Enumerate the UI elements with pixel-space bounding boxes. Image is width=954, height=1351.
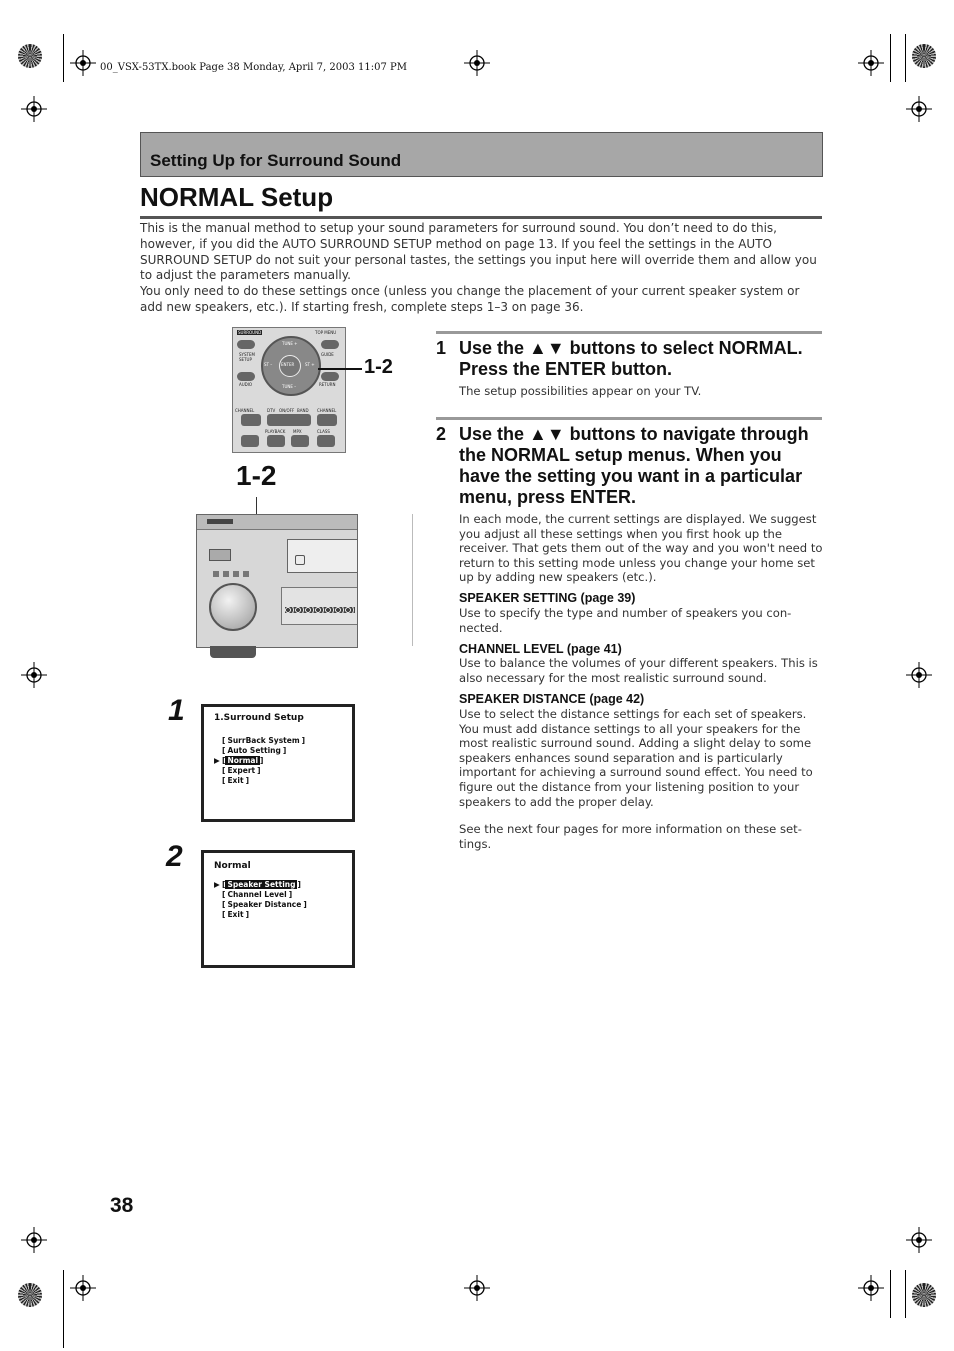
receiver-button-row <box>213 571 253 577</box>
crosshair-mark-icon <box>906 96 932 122</box>
remote-label: MPX <box>293 429 302 434</box>
speaker-setting-body: Use to specify the type and number of speakers you con-nected. <box>459 606 792 635</box>
crosshair-mark-icon <box>70 50 96 76</box>
crosshair-mark-icon <box>21 662 47 688</box>
menu-item: [ Channel Level ] <box>222 890 293 899</box>
callout-line <box>318 368 362 370</box>
intro-paragraph: This is the manual method to setup your sound parameters for surround sound. You don’t need to do this, however, if you did the AUTO SURROUND SETUP method on page 13. If you feel the settings in the AUTO SURROUND SETUP do not suit your personal tastes, the settings you input here will override them and allow you to adjust the parameters manually. <box>140 221 817 283</box>
screen-title: Normal <box>214 861 251 871</box>
crosshair-mark-icon <box>464 1275 490 1301</box>
page-number: 38 <box>110 1194 134 1217</box>
remote-oval-button <box>321 372 339 381</box>
crosshair-mark-icon <box>906 662 932 688</box>
remote-label: SYSTEM SETUP <box>239 352 255 362</box>
crop-line <box>63 34 64 82</box>
step-heading-text: Use the ▲▼ buttons to navigate through the NORMAL setup menus. When you have the setting you want in a particular menu, press ENTER. <box>459 424 809 507</box>
control-panel <box>281 587 358 625</box>
receiver-logo <box>207 519 233 524</box>
channel-level-heading: CHANNEL LEVEL (page 41) <box>459 642 622 656</box>
remote-oval-button <box>237 372 255 381</box>
intro-text <box>140 221 824 316</box>
step-divider <box>436 331 822 334</box>
remote-label: ON/OFF <box>279 408 295 413</box>
menu-item-label: Auto Setting <box>227 746 281 755</box>
remote-oval-button <box>237 340 255 349</box>
crosshair-mark-icon <box>906 1227 932 1253</box>
receiver-foot <box>210 646 256 658</box>
menu-item-label: Exit <box>227 776 244 785</box>
fast-forward-button <box>317 414 337 426</box>
next-button <box>317 435 335 447</box>
remote-label: CHANNEL <box>317 408 337 413</box>
speaker-distance-body: Use to select the distance settings for each set of speakers. You must add distance settings to all your speakers for the most realistic surround sound. Adding a slight delay to some speakers enhances sound separation and is particularly important for achieving a surround sound effect. You need to figure out the distance from your listening position to your speakers to add the proper delay. <box>459 707 813 809</box>
step-2-heading <box>436 424 826 508</box>
standby-button <box>209 549 231 561</box>
page-title: NORMAL Setup <box>140 182 334 212</box>
speaker-setting-heading: SPEAKER SETTING (page 39) <box>459 591 636 605</box>
crop-line <box>905 34 906 82</box>
remote-oval-button <box>321 340 339 349</box>
closing-note: See the next four pages for more information on these set-tings. <box>459 822 802 851</box>
remote-control-illustration <box>232 327 346 453</box>
menu-item-selected: ▶ [ Speaker Setting ] <box>214 880 301 889</box>
previous-button <box>241 435 259 447</box>
remote-label: CHANNEL <box>235 408 255 413</box>
menu-item-label: SurrBack System <box>227 736 300 745</box>
crosshair-mark-icon <box>464 50 490 76</box>
step-heading-text: Use the ▲▼ buttons to select NORMAL. Press the ENTER button. <box>459 338 803 379</box>
selection-arrow-icon: ▶ <box>214 880 220 889</box>
menu-item-label: Speaker Distance <box>227 900 302 909</box>
remote-label: AUDIO <box>239 382 253 387</box>
remote-label: SURROUND <box>238 330 262 335</box>
section-title: Setting Up for Surround Sound <box>150 151 402 170</box>
crosshair-mark-icon <box>21 1227 47 1253</box>
tv-screen-normal <box>201 850 355 968</box>
crop-line <box>890 1270 891 1318</box>
menu-item: [ Auto Setting ] <box>222 746 287 755</box>
rewind-button <box>241 414 261 426</box>
remote-label: RETURN <box>319 382 336 387</box>
remote-label: BAND <box>297 408 309 413</box>
crosshair-mark-icon <box>858 50 884 76</box>
volume-knob <box>209 583 257 631</box>
tv-screen-surround-setup <box>201 704 355 822</box>
remote-callout-label: 1-2 <box>364 356 393 378</box>
pause-button <box>267 435 285 447</box>
menu-item-label: Normal <box>227 756 259 765</box>
crop-line <box>905 1270 906 1318</box>
crosshair-mark-icon <box>70 1275 96 1301</box>
remote-label: ST + <box>305 362 315 367</box>
selection-arrow-icon: ▶ <box>214 756 220 765</box>
receiver-edge-line <box>412 514 413 646</box>
remote-label: GUIDE <box>321 352 334 357</box>
crop-line <box>63 1300 64 1348</box>
screen2-step-label: 2 <box>166 840 183 873</box>
menu-item: [ SurrBack System ] <box>222 736 306 745</box>
step-1-body: The setup possibilities appear on your TV. <box>459 384 702 398</box>
menu-item-selected: ▶ [ Normal ] <box>214 756 264 765</box>
step-divider <box>436 417 822 420</box>
title-rule <box>140 216 822 219</box>
menu-item-label: Channel Level <box>227 890 287 899</box>
speaker-distance-heading: SPEAKER DISTANCE (page 42) <box>459 692 645 706</box>
crosshair-mark-icon <box>858 1275 884 1301</box>
menu-item: [ Exit ] <box>222 776 249 785</box>
menu-item: [ Exit ] <box>222 910 249 919</box>
crosshair-mark-icon <box>21 96 47 122</box>
screen-title: 1.Surround Setup <box>214 713 304 723</box>
step-2-body: In each mode, the current settings are displayed. We suggest you adjust all these settings when you first hook up the receiver. That gets them out of the way and you won't need to return to this setting mode unless you change your home set up by adding new speakers (etc.). <box>459 512 823 585</box>
step-number: 2 <box>436 424 447 444</box>
control-knob-row <box>285 607 355 613</box>
remote-label: PLAYBACK <box>265 429 286 434</box>
step-number: 1 <box>436 338 447 358</box>
stop-button <box>291 435 309 447</box>
remote-label: TUNE + <box>282 341 298 346</box>
menu-item-label: Speaker Setting <box>227 880 296 889</box>
registration-disc-bottom-left <box>18 1283 42 1307</box>
remote-label: ST – <box>264 362 273 367</box>
remote-label: CLASS <box>317 429 330 434</box>
menu-item: [ Expert ] <box>222 766 261 775</box>
enter-label: ENTER <box>281 362 295 367</box>
remote-label: DTV <box>267 408 276 413</box>
receiver-callout-label: 1-2 <box>236 460 277 491</box>
remote-label: TUNE – <box>282 384 297 389</box>
intro-paragraph: You only need to do these settings once (unless you change the placement of your current speaker system or add new speakers, etc.). If starting fresh, complete steps 1–3 on page 36. <box>140 284 800 314</box>
receiver-illustration <box>196 514 358 648</box>
book-header: 00_VSX-53TX.book Page 38 Monday, April 7, 2003 11:07 PM <box>100 62 407 73</box>
screen1-step-label: 1 <box>168 694 185 727</box>
display-indicator <box>295 555 305 565</box>
crop-line <box>890 34 891 82</box>
remote-label: TOP MENU <box>315 330 337 335</box>
play-button <box>267 414 311 426</box>
menu-item: [ Speaker Distance ] <box>222 900 307 909</box>
registration-disc-top-right <box>912 44 936 68</box>
channel-level-body: Use to balance the volumes of your different speakers. This is also necessary for the most realistic surround sound. <box>459 656 818 685</box>
step-1-heading <box>436 338 826 380</box>
registration-disc-bottom-right <box>912 1283 936 1307</box>
menu-item-label: Exit <box>227 910 244 919</box>
registration-disc-top-left <box>18 44 42 68</box>
menu-item-label: Expert <box>227 766 256 775</box>
